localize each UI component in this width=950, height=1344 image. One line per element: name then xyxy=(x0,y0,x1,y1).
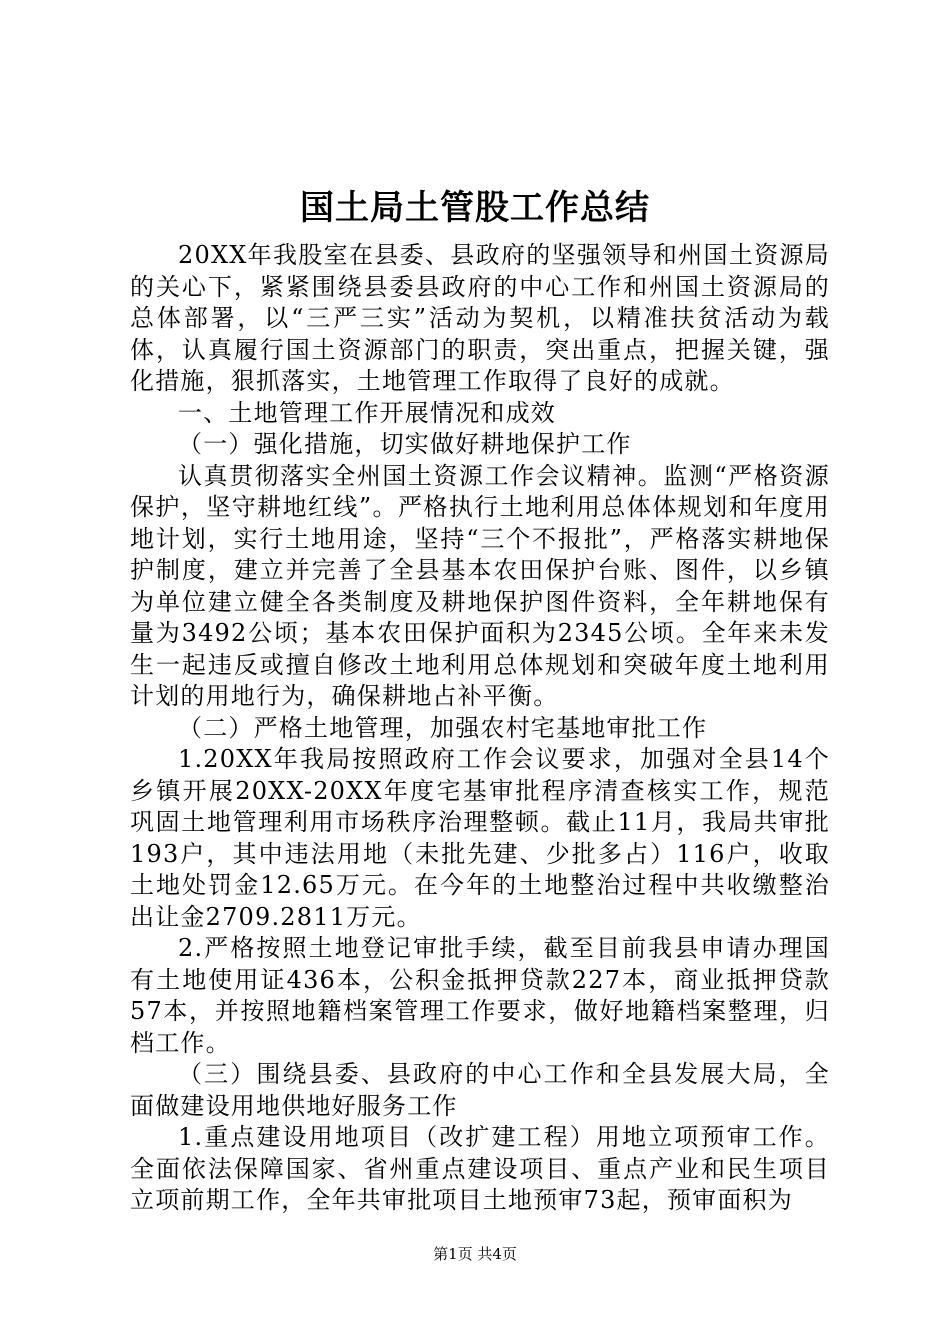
section-heading-1: 一、土地管理工作开展情况和成效 xyxy=(178,398,556,427)
document-body xyxy=(130,240,830,1217)
subsection-heading-3: （三）围绕县委、县政府的中心工作和全县发展大局，全面做建设用地供地好服务工作 xyxy=(130,1060,830,1120)
paragraph-registration: 2.严格按照土地登记审批手续，截至目前我县申请办理国有土地使用证436本，公积金抵押贷款227本，商业抵押贷款57本，并按照地籍档案管理工作要求，做好地籍档案整理，归档工作。 xyxy=(130,934,830,1057)
paragraph-construction: 1.重点建设用地项目（改扩建工程）用地立项预审工作。全面依法保障国家、省州重点建设项目、重点产业和民生项目立项前期工作，全年共审批项目土地预审73起，预审面积为 xyxy=(130,1123,830,1214)
subsection-heading-2: （二）严格土地管理，加强农村宅基地审批工作 xyxy=(178,713,708,742)
subsection-heading-1: （一）强化措施，切实做好耕地保护工作 xyxy=(178,430,632,458)
page-footer: 第1页 共4页 xyxy=(433,1245,517,1263)
paragraph-homestead: 1.20XX年我局按照政府工作会议要求，加强对全县14个乡镇开展20XX-20XX年度宅基审批程序清查核实工作，规范巩固土地管理利用市场秩序治理整顿。截止11月，我局共审批193户，其中违法用地（未批先建、少批多占）116户，收取土地处罚金12.65万元。在今年的土地整治过程中共收缴整治出让金2709.2811万元。 xyxy=(130,745,830,931)
document-title: 国土局土管股工作总结 xyxy=(300,188,650,228)
paragraph-farmland: 认真贯彻落实全州国土资源工作会议精神。监测“严格资源保护，坚守耕地红线”。严格执行土地利用总体体规划和年度用地计划，实行土地用途，坚持“三个不报批”，严格落实耕地保护制度，建立并完善了全县基本农田保护台账、图件，以乡镇为单位建立健全各类制度及耕地保护图件资料，全年耕地保有量为3492公顷；基本农田保护面积为2345公顷。全年来未发生一起违反或擅自修改土地利用总体规划和突破年度土地利用计划的用地行为，确保耕地占补平衡。 xyxy=(130,461,830,710)
paragraph-intro: 20XX年我股室在县委、县政府的坚强领导和州国土资源局的关心下，紧紧围绕县委县政府的中心工作和州国土资源局的总体部署，以“三严三实”活动为契机，以精准扶贫活动为载体，认真履行国土资源部门的职责，突出重点，把握关键，强化措施，狠抓落实，土地管理工作取得了良好的成就。 xyxy=(130,241,830,395)
